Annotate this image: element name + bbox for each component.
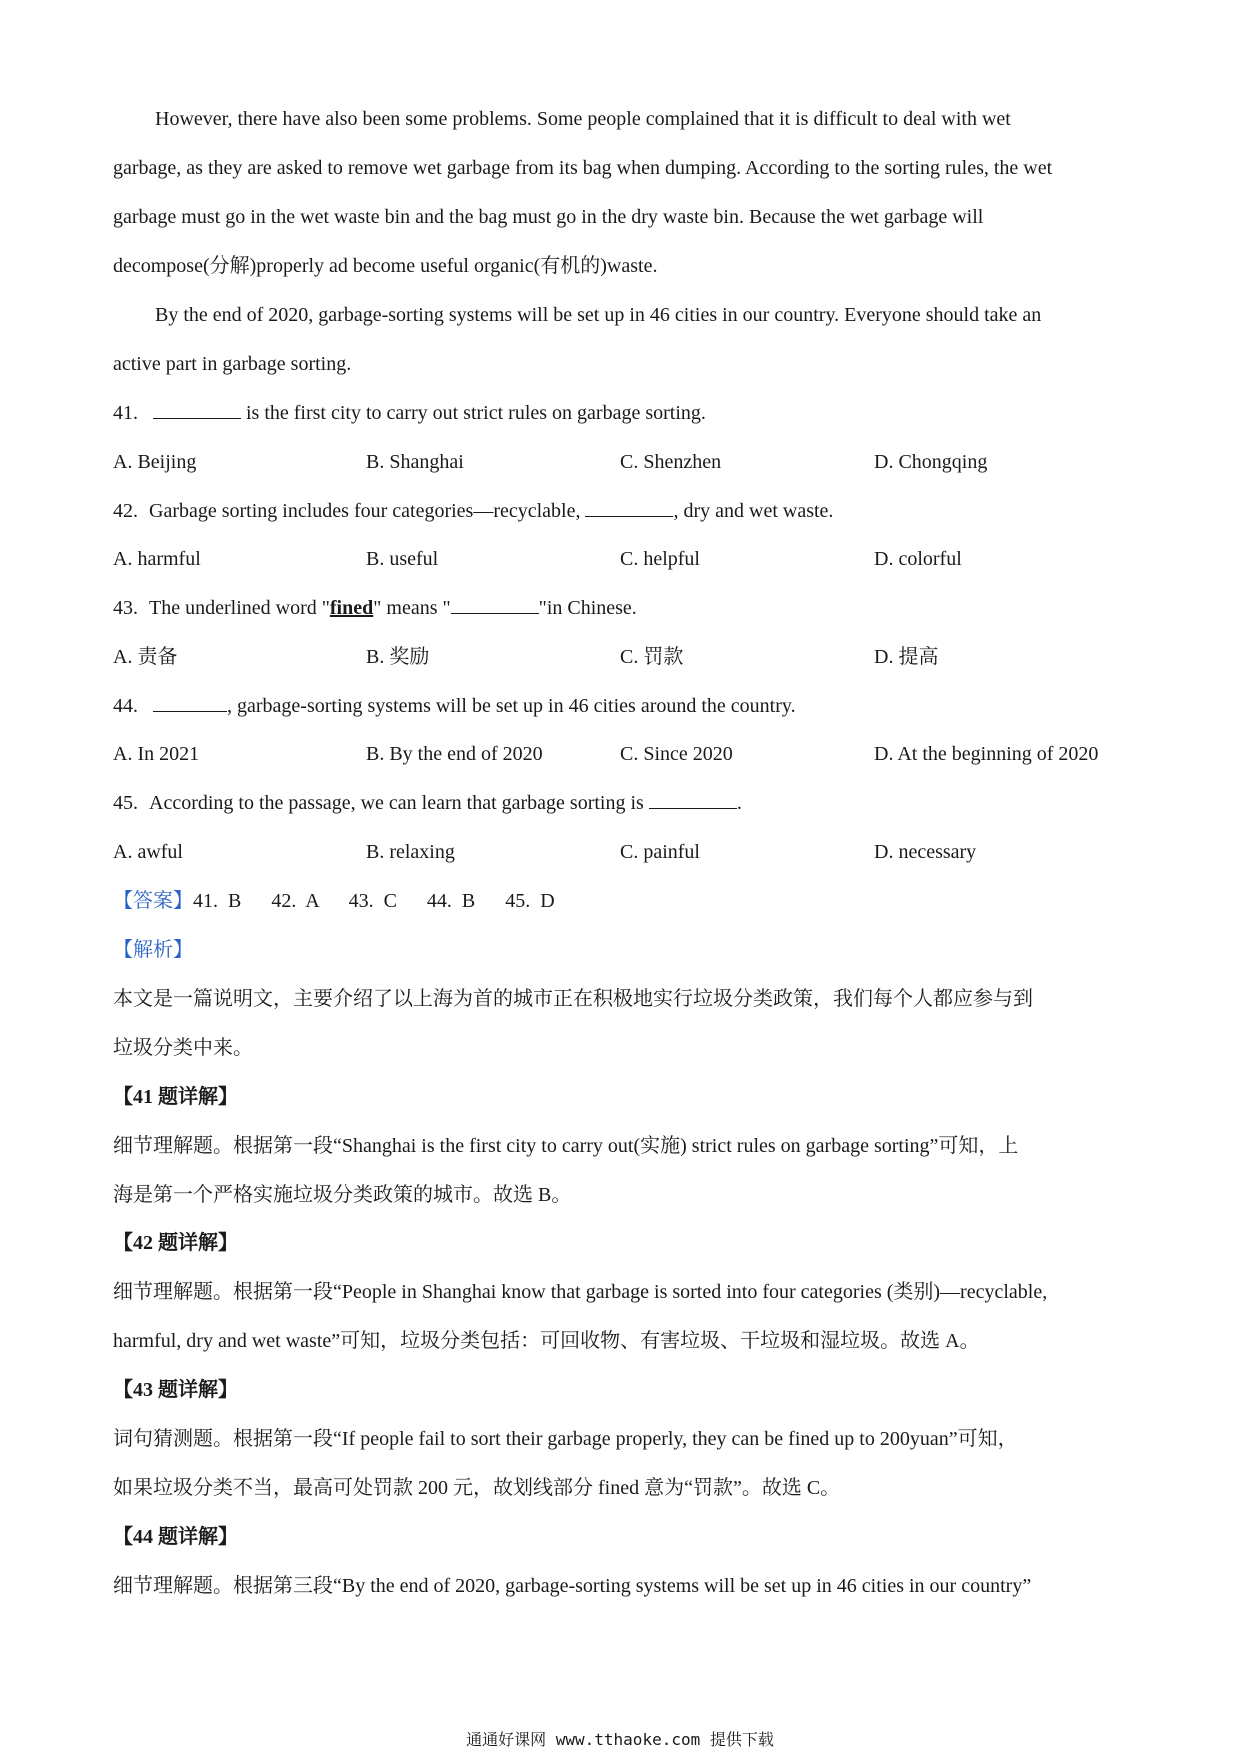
question-text: According to the passage, we can learn that garbage sorting is (149, 792, 649, 814)
question-text: The underlined word " (149, 597, 330, 619)
answer-blank (153, 693, 227, 712)
option-a: A. 责备 (113, 646, 178, 668)
option-a: A. Beijing (113, 451, 197, 473)
option-c: C. helpful (620, 548, 700, 570)
analysis-text: 本文是一篇说明文，主要介绍了以上海为首的城市正在积极地实行垃圾分类政策，我们每个人都应参与到 (113, 988, 1033, 1010)
detail-title: 【42 题详解】 (113, 1232, 238, 1254)
question-number: 44. (113, 695, 138, 717)
detail-text: 海是第一个严格实施垃圾分类政策的城市。故选 B。 (113, 1184, 572, 1206)
option-c: C. Shenzhen (620, 451, 722, 473)
option-a: A. awful (113, 841, 183, 863)
detail-text: 细节理解题。根据第一段“People in Shanghai know that garbage is sorted into four categories (类别)—recyclable, (113, 1281, 1048, 1303)
answer-line (113, 888, 555, 914)
detail-title: 【44 题详解】 (113, 1526, 238, 1548)
question-text: . (736, 792, 742, 814)
option-b: B. 奖励 (366, 646, 430, 668)
option-d: D. necessary (874, 841, 977, 863)
underlined-word: fined (329, 597, 374, 619)
answer-text: 41. B 42. A 43. C 44. B 45. D (193, 890, 555, 912)
passage-line: However, there have also been some problems. Some people complained that it is difficult to deal with wet (155, 108, 1011, 130)
option-d: D. 提高 (874, 646, 939, 668)
option-d: D. colorful (874, 548, 962, 570)
question-number: 45. (113, 792, 138, 814)
option-a: A. In 2021 (113, 743, 200, 765)
passage-line: By the end of 2020, garbage-sorting systems will be set up in 46 cities in our country. Everyone should take an (155, 304, 1042, 326)
option-c: C. painful (620, 841, 700, 863)
question-text: Garbage sorting includes four categories—recyclable, (149, 500, 586, 522)
option-b: B. useful (366, 548, 439, 570)
question-number: 42. (113, 500, 138, 522)
analysis-label: 【解析】 (113, 939, 193, 961)
page-footer: 通通好课网 www.tthaoke.com 提供下载 (466, 1730, 774, 1749)
question-text: , garbage-sorting systems will be set up in 46 cities around the country. (227, 695, 796, 717)
option-d: D. Chongqing (874, 451, 988, 473)
answer-blank (585, 498, 673, 517)
answer-blank (153, 400, 241, 419)
detail-text: 如果垃圾分类不当，最高可处罚款 200 元，故划线部分 fined 意为“罚款”。故选 C。 (113, 1477, 841, 1499)
option-d: D. At the beginning of 2020 (874, 743, 1099, 765)
question-45 (113, 790, 742, 816)
question-number: 43. (113, 597, 138, 619)
question-text: is the first city to carry out strict rules on garbage sorting. (241, 402, 706, 424)
option-b: B. By the end of 2020 (366, 743, 543, 765)
answer-label: 【答案】 (113, 890, 193, 912)
detail-text: 词句猜测题。根据第一段“If people fail to sort their garbage properly, they can be fined up to 200yuan”可知， (113, 1428, 1018, 1450)
question-41 (113, 400, 706, 426)
passage-line: active part in garbage sorting. (113, 353, 352, 375)
question-42 (113, 498, 833, 524)
detail-title: 【41 题详解】 (113, 1086, 238, 1108)
option-b: B. Shanghai (366, 451, 464, 473)
detail-text: 细节理解题。根据第一段“Shanghai is the first city to carry out(实施) strict rules on garbage sorting”可知，上 (113, 1135, 1019, 1157)
option-b: B. relaxing (366, 841, 455, 863)
question-text: "in Chinese. (538, 597, 637, 619)
detail-text: harmful, dry and wet waste”可知，垃圾分类包括：可回收物、有害垃圾、干垃圾和湿垃圾。故选 A。 (113, 1330, 980, 1352)
answer-blank (649, 790, 737, 809)
question-text: " means " (373, 597, 451, 619)
passage-line: garbage, as they are asked to remove wet garbage from its bag when dumping. According to the sorting rules, the wet (113, 157, 1053, 179)
question-44 (113, 693, 796, 719)
passage-line: garbage must go in the wet waste bin and the bag must go in the dry waste bin. Because the wet garbage will (113, 206, 984, 228)
detail-text: 细节理解题。根据第三段“By the end of 2020, garbage-sorting systems will be set up in 46 cities in our country” (113, 1575, 1032, 1597)
analysis-text: 垃圾分类中来。 (113, 1037, 253, 1059)
question-43 (113, 595, 637, 621)
question-number: 41. (113, 402, 138, 424)
question-text: , dry and wet waste. (673, 500, 834, 522)
answer-blank (451, 595, 539, 614)
option-a: A. harmful (113, 548, 201, 570)
detail-title: 【43 题详解】 (113, 1379, 238, 1401)
option-c: C. Since 2020 (620, 743, 733, 765)
passage-line: decompose(分解)properly ad become useful organic(有机的)waste. (113, 255, 658, 277)
option-c: C. 罚款 (620, 646, 684, 668)
